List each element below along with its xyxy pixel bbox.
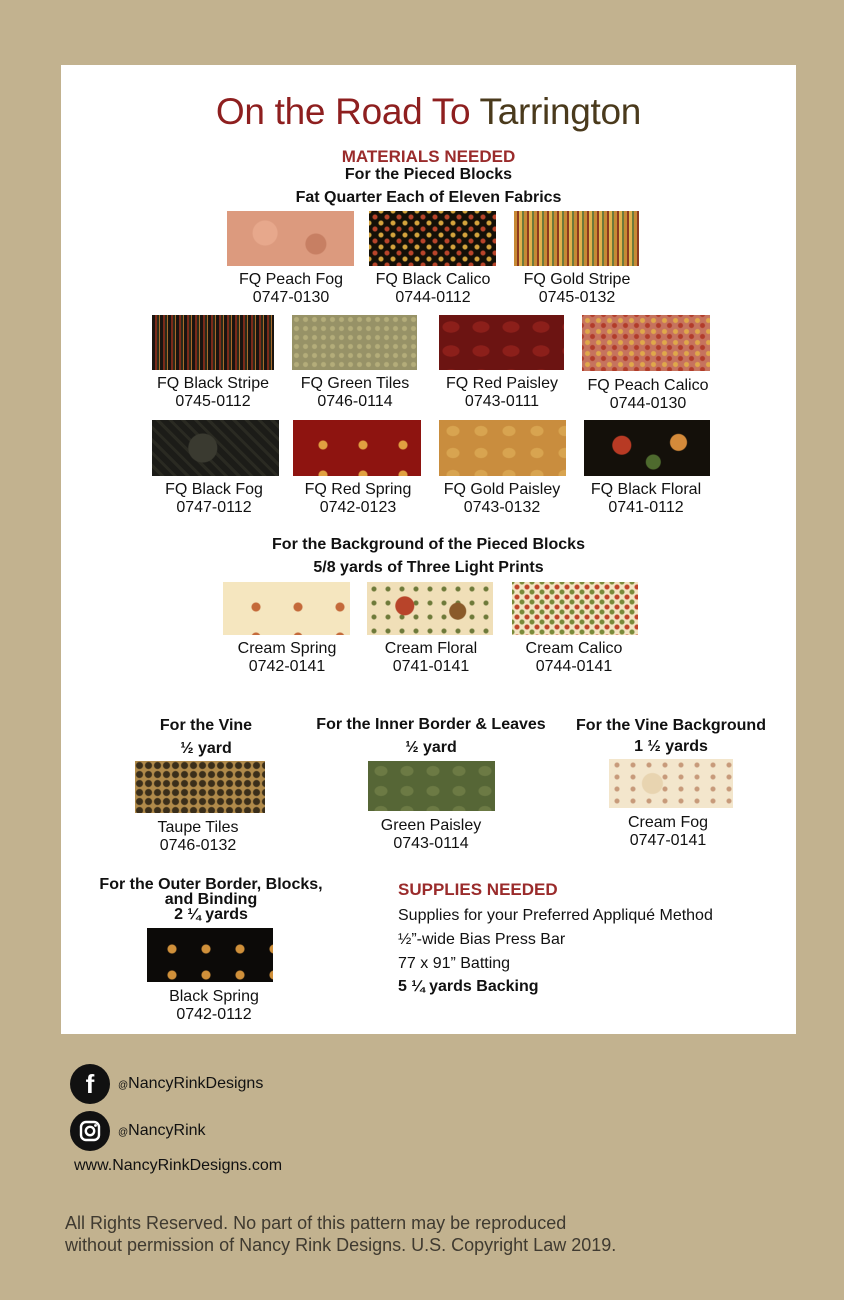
website-link[interactable]: www.NancyRinkDesigns.com bbox=[74, 1157, 283, 1174]
swatch-cream-fog bbox=[609, 759, 733, 808]
vine-label: For the Vine ½ yard bbox=[159, 717, 253, 757]
swatch-green-tiles bbox=[292, 315, 417, 370]
supply-item: Supplies for your Preferred Appliqué Method bbox=[398, 907, 713, 924]
caption-black-stripe: FQ Black Stripe 0745-0112 bbox=[156, 375, 270, 410]
swatch-cream-floral bbox=[367, 582, 493, 635]
materials-heading: MATERIALS NEEDED bbox=[341, 147, 516, 166]
caption-black-spring: Black Spring 0742-0112 bbox=[169, 988, 259, 1023]
swatch-black-calico bbox=[369, 211, 496, 266]
outer-border-label: For the Outer Border, Blocks, and Binding 2 ¼ yards bbox=[99, 876, 323, 923]
caption-green-paisley: Green Paisley 0743-0114 bbox=[380, 817, 482, 852]
instagram-icon bbox=[70, 1111, 110, 1151]
caption-peach-calico: FQ Peach Calico 0744-0130 bbox=[587, 377, 709, 412]
swatch-gold-stripe bbox=[514, 211, 639, 266]
swatch-red-spring bbox=[293, 420, 421, 476]
supply-item: 5 ¼ yards Backing bbox=[398, 978, 539, 995]
caption-black-calico: FQ Black Calico 0744-0112 bbox=[375, 271, 491, 306]
swatch-cream-spring bbox=[223, 582, 350, 635]
swatch-green-paisley bbox=[368, 761, 495, 811]
pattern-card bbox=[61, 65, 796, 1034]
swatch-peach-fog bbox=[227, 211, 354, 266]
caption-cream-spring: Cream Spring 0742-0141 bbox=[237, 640, 337, 675]
copyright-notice: All Rights Reserved. No part of this pattern may be reproduced without permission of Nancy Rink Designs. U.S. Copyright Law 2019. bbox=[65, 1213, 617, 1255]
fat-quarter-heading: Fat Quarter Each of Eleven Fabrics bbox=[295, 189, 562, 206]
caption-taupe-tiles: Taupe Tiles 0746-0132 bbox=[157, 819, 239, 854]
caption-cream-floral: Cream Floral 0741-0141 bbox=[384, 640, 478, 675]
caption-red-paisley: FQ Red Paisley 0743-0111 bbox=[445, 375, 559, 410]
instagram-link[interactable]: @NancyRink bbox=[70, 1111, 206, 1151]
background-amount: 5/8 yards of Three Light Prints bbox=[313, 559, 544, 576]
swatch-cream-calico bbox=[512, 582, 638, 635]
supplies-heading: SUPPLIES NEEDED bbox=[398, 880, 558, 899]
caption-red-spring: FQ Red Spring 0742-0123 bbox=[304, 481, 412, 516]
inner-border-label: For the Inner Border & Leaves ½ yard bbox=[316, 716, 546, 756]
caption-black-fog: FQ Black Fog 0747-0112 bbox=[165, 481, 263, 516]
swatch-black-spring bbox=[147, 928, 273, 982]
supply-item: ½”-wide Bias Press Bar bbox=[398, 931, 566, 948]
pieced-blocks-heading: For the Pieced Blocks bbox=[344, 166, 513, 183]
swatch-gold-paisley bbox=[439, 420, 566, 476]
page-title: On the Road To Tarrington bbox=[215, 91, 642, 132]
swatch-black-stripe bbox=[152, 315, 274, 370]
swatch-red-paisley bbox=[439, 315, 564, 370]
background-heading: For the Background of the Pieced Blocks bbox=[272, 536, 585, 553]
swatch-black-floral bbox=[584, 420, 710, 476]
facebook-icon: f bbox=[70, 1064, 110, 1104]
supply-item: 77 x 91” Batting bbox=[398, 955, 511, 972]
caption-peach-fog: FQ Peach Fog 0747-0130 bbox=[238, 271, 344, 306]
swatch-black-fog bbox=[152, 420, 279, 476]
caption-green-tiles: FQ Green Tiles 0746-0114 bbox=[300, 375, 410, 410]
swatch-taupe-tiles bbox=[135, 761, 265, 813]
swatch-peach-calico bbox=[582, 315, 710, 371]
vine-background-label: For the Vine Background 1 ½ yards bbox=[576, 717, 766, 755]
caption-gold-stripe: FQ Gold Stripe 0745-0132 bbox=[523, 271, 631, 306]
caption-cream-calico: Cream Calico 0744-0141 bbox=[525, 640, 623, 675]
caption-black-floral: FQ Black Floral 0741-0112 bbox=[590, 481, 702, 516]
caption-cream-fog: Cream Fog 0747-0141 bbox=[627, 814, 709, 849]
caption-gold-paisley: FQ Gold Paisley 0743-0132 bbox=[443, 481, 561, 516]
facebook-link[interactable]: f @NancyRinkDesigns bbox=[70, 1064, 263, 1104]
